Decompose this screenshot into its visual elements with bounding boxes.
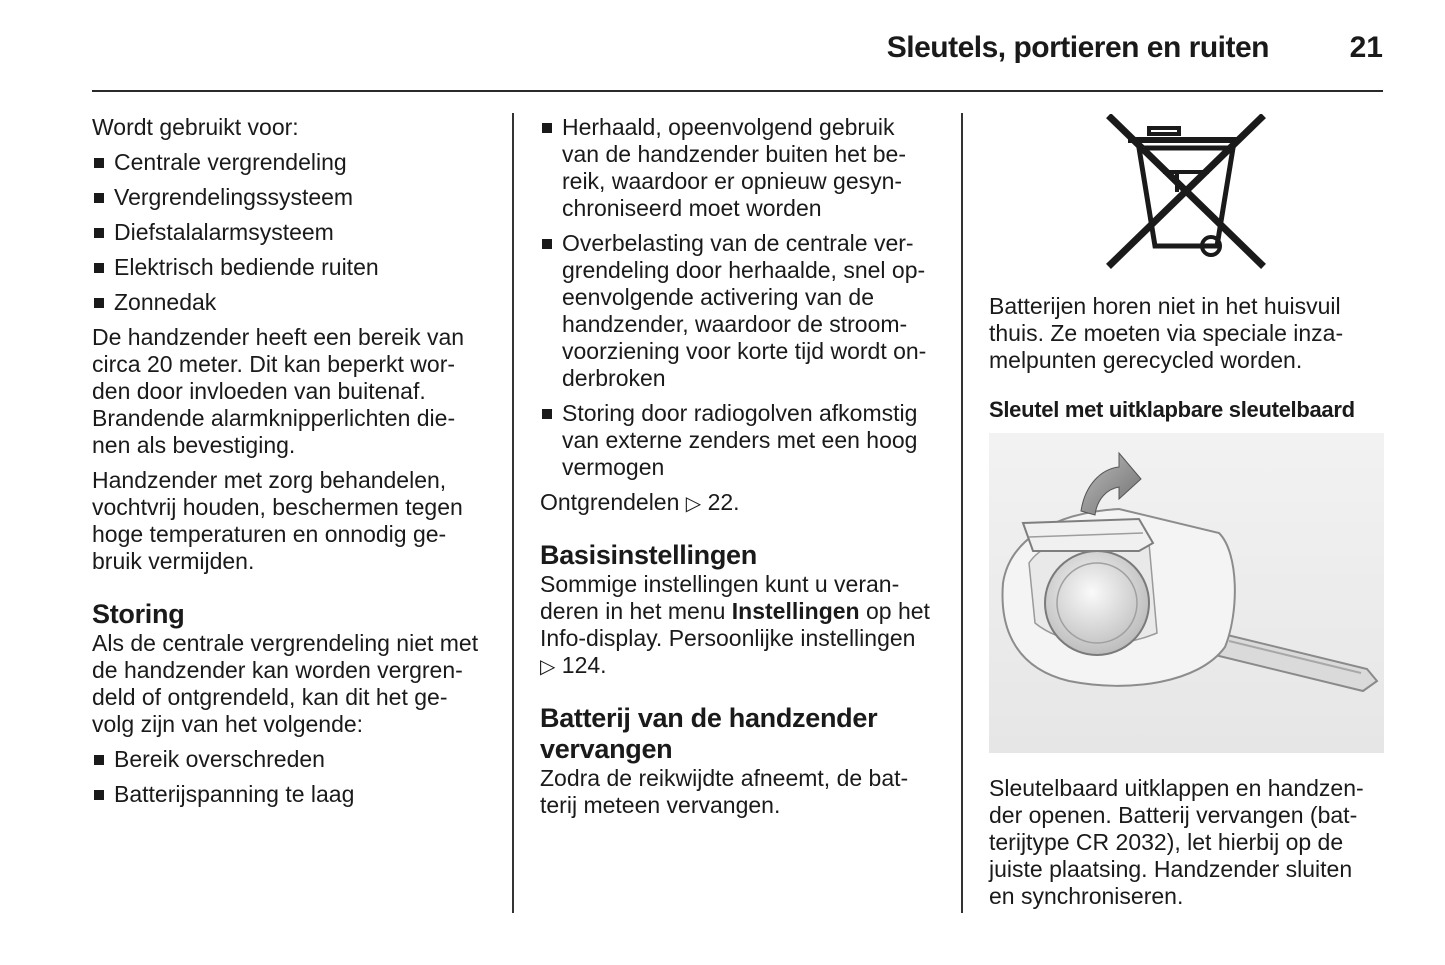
care-paragraph: [92, 467, 492, 575]
text-line: bruik vermijden.: [92, 548, 255, 574]
list-item: [540, 230, 940, 392]
list-item: [540, 114, 940, 222]
column-divider: [961, 113, 963, 913]
text-line: deld of ontgrendeld, kan dit het ge-: [92, 684, 448, 710]
text-line: Sommige instellingen kunt u veran-: [540, 571, 900, 597]
list-item: Centrale vergrendeling: [92, 149, 492, 176]
text-line: grendeling door herhaalde, snel op-: [562, 257, 926, 283]
crossed-out-bin-icon: [989, 114, 1384, 279]
column-divider: [512, 113, 514, 913]
key-paragraph: [989, 775, 1384, 910]
page-header: [92, 28, 1383, 92]
heading-line: vervangen: [540, 734, 673, 764]
section-heading-key: Sleutel met uitklapbare sleutelbaard: [989, 397, 1355, 422]
text-line: vermogen: [562, 454, 665, 480]
unlock-reference: [540, 489, 940, 518]
text-line: vochtvrij houden, beschermen tegen: [92, 494, 463, 520]
settings-reference: [540, 652, 940, 681]
text-line: der openen. Batterij vervangen (bat-: [989, 802, 1358, 828]
text-line: thuis. Ze moeten via speciale inza-: [989, 320, 1344, 346]
section-heading-storing: Storing: [92, 599, 185, 629]
section-heading-basis: Basisinstellingen: [540, 540, 757, 570]
text-line: eenvolgende activering van de: [562, 284, 875, 310]
text-span: deren in het menu: [540, 598, 732, 624]
column-right: [989, 114, 1384, 910]
text-line: handzender, waardoor de stroom-: [562, 311, 908, 337]
text-line: [540, 598, 940, 625]
reference-page: 124.: [561, 652, 607, 678]
text-line: volg zijn van het volgende:: [92, 711, 364, 737]
menu-name: Instellingen: [731, 598, 860, 624]
text-line: voorziening voor korte tijd wordt on-: [562, 338, 927, 364]
battery-paragraph: [540, 765, 940, 819]
intro-text: Wordt gebruikt voor:: [92, 114, 299, 140]
text-line: Als de centrale vergrendeling niet met: [92, 630, 479, 656]
reference-arrow-icon: ▷: [685, 493, 702, 515]
list-item: Zonnedak: [92, 289, 492, 316]
text-line: en synchroniseren.: [989, 883, 1184, 909]
text-line: terijtype CR 2032), let hierbij op de: [989, 829, 1344, 855]
text-line: reik, waardoor er opnieuw gesyn-: [562, 168, 903, 194]
text-line: Storing door radiogolven afkomstig: [562, 400, 918, 426]
text-line: derbroken: [562, 365, 666, 391]
text-line: juiste plaatsing. Handzender sluiten: [989, 856, 1353, 882]
text-line: Herhaald, opeenvolgend gebruik: [562, 114, 895, 140]
text-span: op het: [859, 598, 930, 624]
column-left: [92, 114, 492, 808]
text-line: chroniseerd moet worden: [562, 195, 822, 221]
text-line: nen als bevestiging.: [92, 432, 296, 458]
text-line: Overbelasting van de centrale ver-: [562, 230, 914, 256]
list-item: Bereik overschreden: [92, 746, 492, 773]
list-item: Elektrisch bediende ruiten: [92, 254, 492, 281]
text-line: Handzender met zorg behandelen,: [92, 467, 447, 493]
list-item: Vergrendelingssysteem: [92, 184, 492, 211]
text-line: den door invloeden van buitenaf.: [92, 378, 426, 404]
text-line: van de handzender buiten het be-: [562, 141, 906, 167]
section-heading-battery: [540, 703, 940, 765]
heading-line: Batterij van de handzender: [540, 703, 878, 733]
page-number: 21: [1349, 31, 1383, 64]
text-line: Zodra de reikwijdte afneemt, de bat-: [540, 765, 909, 791]
list-item: Batterijspanning te laag: [92, 781, 492, 808]
column-middle: [540, 114, 940, 819]
text-line: circa 20 meter. Dit kan beperkt wor-: [92, 351, 456, 377]
recycle-paragraph: [989, 293, 1384, 374]
storing-paragraph: [92, 630, 492, 738]
text-line: Brandende alarmknipperlichten die-: [92, 405, 456, 431]
text-line: melpunten gerecycled worden.: [989, 347, 1303, 373]
list-item: [540, 400, 940, 481]
text-line: Info-display. Persoonlijke instellingen: [540, 625, 916, 651]
uses-list: [92, 149, 492, 316]
key-battery-illustration: [989, 433, 1384, 753]
reference-arrow-icon: ▷: [540, 656, 556, 678]
text-line: hoge temperaturen en onnodig ge-: [92, 521, 447, 547]
text-line: van externe zenders met een hoog: [562, 427, 918, 453]
text-line: Batterijen horen niet in het huisvuil: [989, 293, 1341, 319]
range-paragraph: [92, 324, 492, 459]
list-item: Diefstalalarmsysteem: [92, 219, 492, 246]
text-line: de handzender kan worden vergren-: [92, 657, 463, 683]
reference-label: Ontgrendelen: [540, 489, 680, 515]
text-line: terij meteen vervangen.: [540, 792, 781, 818]
text-line: De handzender heeft een bereik van: [92, 324, 465, 350]
reference-page: 22.: [707, 489, 740, 515]
chapter-title: Sleutels, portieren en ruiten: [886, 31, 1269, 64]
text-line: Sleutelbaard uitklappen en handzen-: [989, 775, 1364, 801]
basis-paragraph: [540, 571, 940, 681]
